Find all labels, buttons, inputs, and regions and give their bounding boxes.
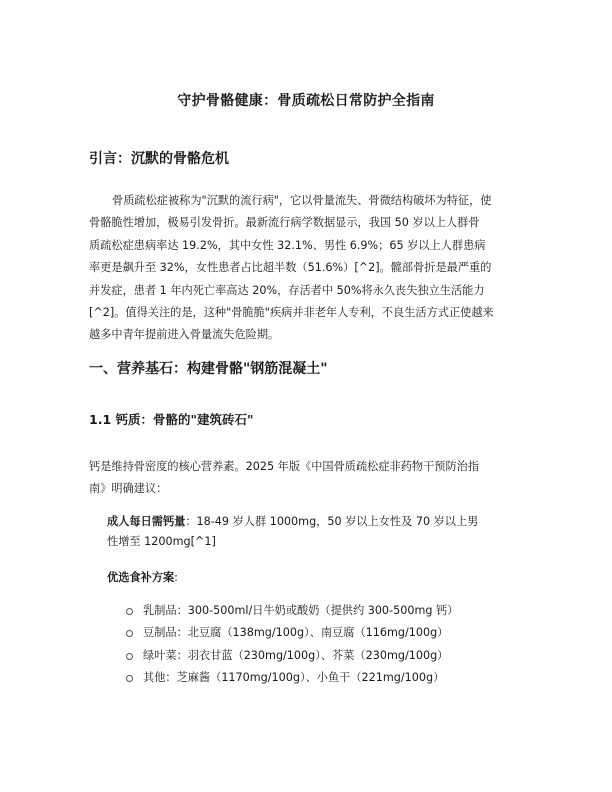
bullet-circle-icon — [126, 653, 133, 660]
calcium-line: 南》明确建议： — [89, 482, 168, 496]
calcium-requirement — [107, 512, 524, 552]
section1-heading: 一、营养基石：构建骨骼"钢筋混凝土" — [89, 361, 328, 377]
requirement-label: 成人每日需钙量 — [107, 515, 186, 528]
food-plan-label: 优选食补方案 — [107, 571, 175, 584]
intro-line: 并发症，患者 1 年内死亡率高达 20%，存活者中 50%将永久丧失独立生活能力 — [89, 283, 485, 297]
list-item: 乳制品：300-500ml/日牛奶或酸奶（提供约 300-500mg 钙） — [143, 600, 458, 622]
bullet-circle-icon — [126, 608, 133, 615]
intro-line: 骨骼脆性增加，极易引发骨折。最新流行病学数据显示，我国 50 岁以上人群骨 — [89, 216, 480, 230]
intro-line: 骨质疏松症被称为"沉默的流行病"，它以骨量流失、骨微结构破坏为特征，使 — [112, 194, 492, 207]
intro-line: [^2]。值得关注的是，这种"骨脆脆"疾病并非老年人专利，不良生活方式正使越来 — [89, 306, 494, 320]
bullet-circle-icon — [126, 675, 133, 682]
intro-heading: 引言：沉默的骨骼危机 — [89, 151, 229, 167]
bullet-circle-icon — [126, 630, 133, 637]
requirement-text: ：18-49 岁人群 1000mg，50 岁以上女性及 70 岁以上男 — [185, 515, 479, 528]
intro-line: 率更是飙升至 32%，女性患者占比超半数（51.6%）[^2]。髋部骨折是最严重的 — [89, 261, 492, 275]
intro-paragraph — [89, 190, 524, 347]
intro-line: 越多中青年提前进入骨量流失危险期。 — [89, 328, 280, 342]
document-title: 守护骨骼健康：骨质疏松日常防护全指南 — [177, 93, 435, 109]
food-plan-label-row — [107, 568, 524, 588]
list-item: 绿叶菜：羽衣甘蓝（230mg/100g）、芥菜（230mg/100g） — [143, 645, 458, 667]
list-item: 其他：芝麻酱（1170mg/100g）、小鱼干（221mg/100g） — [143, 667, 458, 689]
calcium-line: 钙是维持骨密度的核心营养素。2025 年版《中国骨质疏松症非药物干预防治指 — [89, 460, 480, 473]
intro-line: 质疏松症患病率达 19.2%，其中女性 32.1%、男性 6.9%；65 岁以上人群患病 — [89, 238, 486, 252]
food-list — [143, 600, 458, 689]
section1-1-heading: 1.1 钙质：骨骼的"建筑砖石" — [89, 412, 254, 427]
calcium-paragraph — [89, 456, 524, 501]
food-plan-colon: : — [174, 571, 178, 584]
list-item: 豆制品：北豆腐（138mg/100g）、南豆腐（116mg/100g） — [143, 622, 458, 644]
requirement-text: 性增至 1200mg[^1] — [107, 535, 216, 548]
